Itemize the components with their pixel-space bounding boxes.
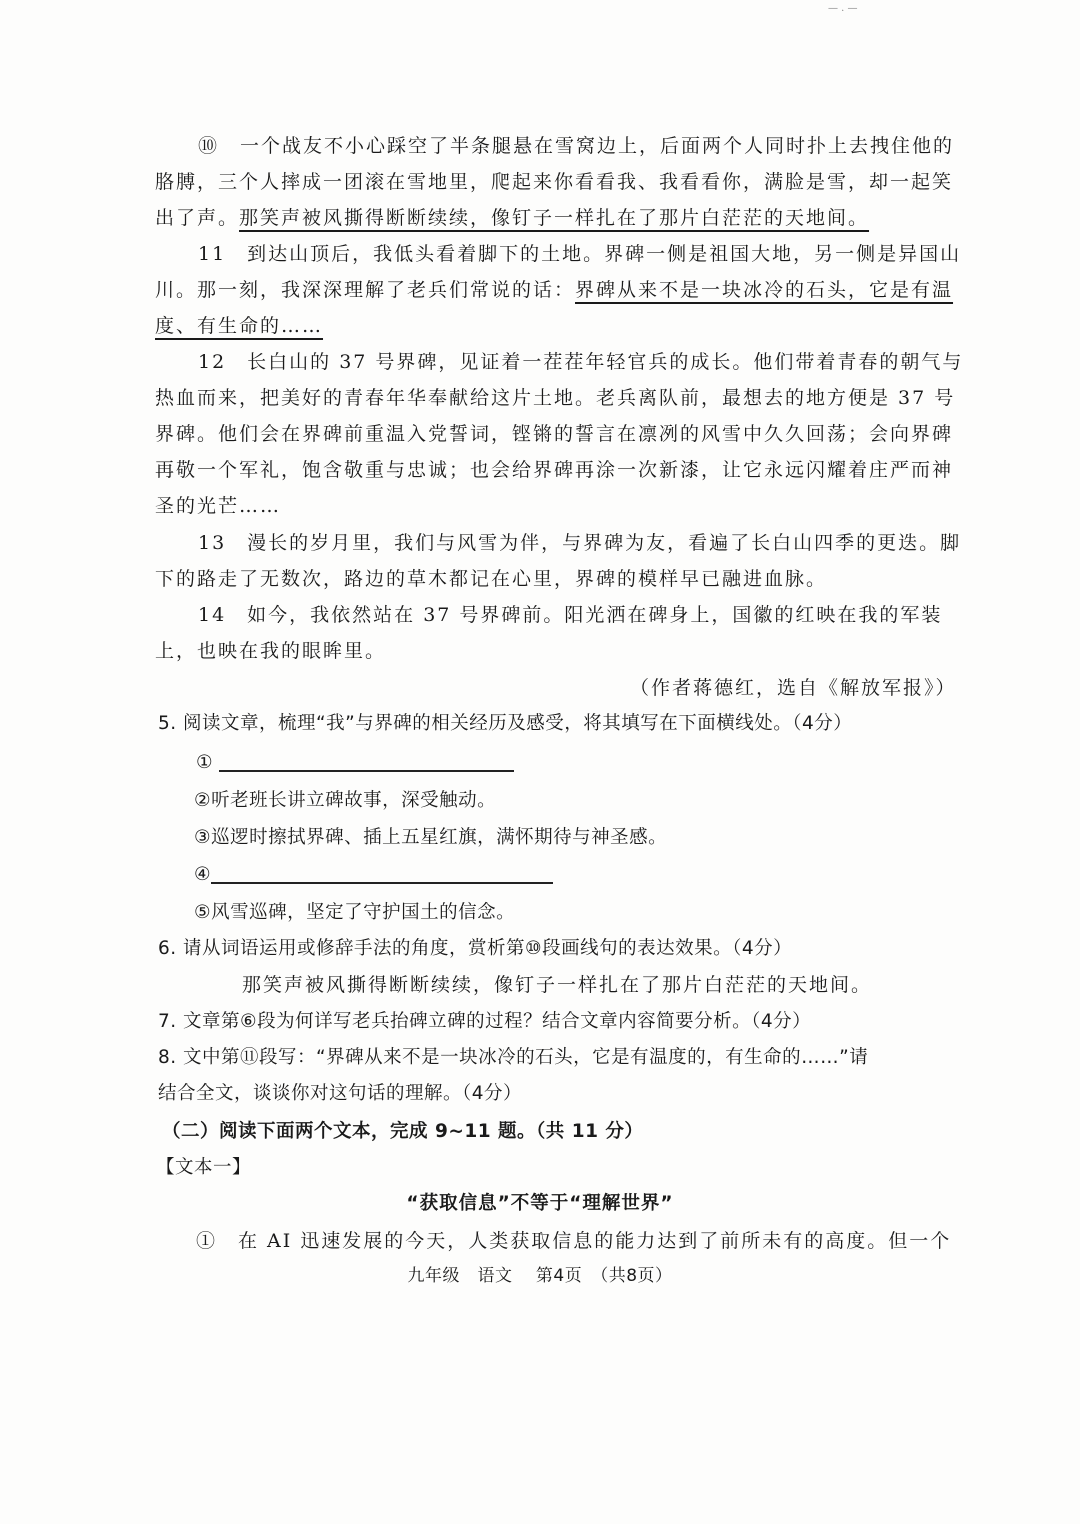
article-title: “获取信息”不等于“理解世界” <box>406 1193 674 1214</box>
answer-blank-1[interactable] <box>219 750 514 772</box>
p12-line-1: 12 长白山的 37 号界碑，见证着一茬茬年轻官兵的成长。他们带着青春的朝气与 <box>198 351 964 373</box>
question-6: 6. 请从词语运用或修辞手法的角度，赏析第⑩段画线句的表达效果。（4分） <box>158 938 793 959</box>
question-7: 7. 文章第⑥段为何详写老兵抬碑立碑的过程？结合文章内容简要分析。（4分） <box>158 1011 812 1032</box>
p10-underlined-sentence: 那笑声被风撕得断断续续，像钉子一样扎在了那片白茫茫的天地间。 <box>239 207 870 229</box>
q5-item-4-number: ④ <box>194 864 212 885</box>
page-footer: 九年级 语文 第4页 （共8页） <box>407 1266 673 1286</box>
q6-quoted-sentence: 那笑声被风撕得断断续续，像钉子一样扎在了那片白茫茫的天地间。 <box>242 974 873 996</box>
p10-line-3 <box>155 205 869 231</box>
p12-line-4: 再敬一个军礼，饱含敬重与忠诚；也会给界碑再涂一次新漆，让它永远闪耀着庄严而神 <box>155 459 954 481</box>
q5-item-2: ②听老班长讲立碑故事，深受触动。 <box>194 790 497 811</box>
p10-line-1: ⑩ 一个战友不小心踩空了半条腿悬在雪窝边上，后面两个人同时扑上去拽住他的 <box>198 135 955 157</box>
source-attribution: （作者蒋德红，选自《解放军报》） <box>630 677 957 699</box>
p11-line-2 <box>155 277 953 303</box>
question-8-line-1: 8. 文中第⑪段写：“界碑从来不是一块冰冷的石头，它是有温度的，有生命的……”请 <box>158 1047 869 1068</box>
article-paragraph-1: ① 在 AI 迅速发展的今天，人类获取信息的能力达到了前所未有的高度。但一个 <box>196 1230 952 1252</box>
scan-mark: — . — <box>828 3 858 14</box>
q5-item-5: ⑤风雪巡碑，坚定了守护国土的信念。 <box>194 902 516 923</box>
text-1-label: 【文本一】 <box>156 1157 252 1178</box>
p13-line-2: 下的路走了无数次，路边的草木都记在心里，界碑的模样早已融进血脉。 <box>155 568 828 590</box>
p14-line-2: 上，也映在我的眼眸里。 <box>155 640 387 662</box>
p12-line-5: 圣的光芒…… <box>155 495 282 517</box>
question-5: 5. 阅读文章，梳理“我”与界碑的相关经历及感受，将其填写在下面横线处。（4分） <box>158 713 853 734</box>
q5-item-3: ③巡逻时擦拭界碑、插上五星红旗，满怀期待与神圣感。 <box>194 827 668 848</box>
p10-line-2: 胳膊，三个人摔成一团滚在雪地里，爬起来你看看我、我看看你，满脸是雪，却一起笑 <box>155 171 954 193</box>
answer-blank-4[interactable] <box>211 862 553 884</box>
p11-underlined-sentence: 界碑从来不是一块冰冷的石头，它是有温 <box>575 279 954 301</box>
p12-line-2: 热血而来，把美好的青春年华奉献给这片土地。老兵离队前，最想去的地方便是 37 号 <box>155 387 956 409</box>
section-2-heading: （二）阅读下面两个文本，完成 9~11 题。（共 11 分） <box>162 1121 644 1142</box>
p14-line-1: 14 如今，我依然站在 37 号界碑前。阳光洒在碑身上，国徽的红映在我的军装 <box>198 604 943 626</box>
q5-item-1 <box>196 750 514 776</box>
p13-line-1: 13 漫长的岁月里，我们与风雪为伴，与界碑为友，看遍了长白山四季的更迭。脚 <box>198 532 962 554</box>
p11-line-1: 11 到达山顶后，我低头看着脚下的土地。界碑一侧是祖国大地，另一侧是异国山 <box>198 243 962 265</box>
p10-line-3-text: 出了声。 <box>155 207 240 229</box>
p11-line-3: 度、有生命的…… <box>155 315 324 337</box>
p11-line-2-text: 川。那一刻，我深深理解了老兵们常说的话： <box>155 279 576 301</box>
q5-item-4 <box>194 862 553 888</box>
p12-line-3: 界碑。他们会在界碑前重温入党誓词，铿锵的誓言在凛冽的风雪中久久回荡；会向界碑 <box>155 423 954 445</box>
question-8-line-2: 结合全文，谈谈你对这句话的理解。（4分） <box>158 1083 523 1104</box>
q5-item-1-number: ① <box>196 752 214 773</box>
